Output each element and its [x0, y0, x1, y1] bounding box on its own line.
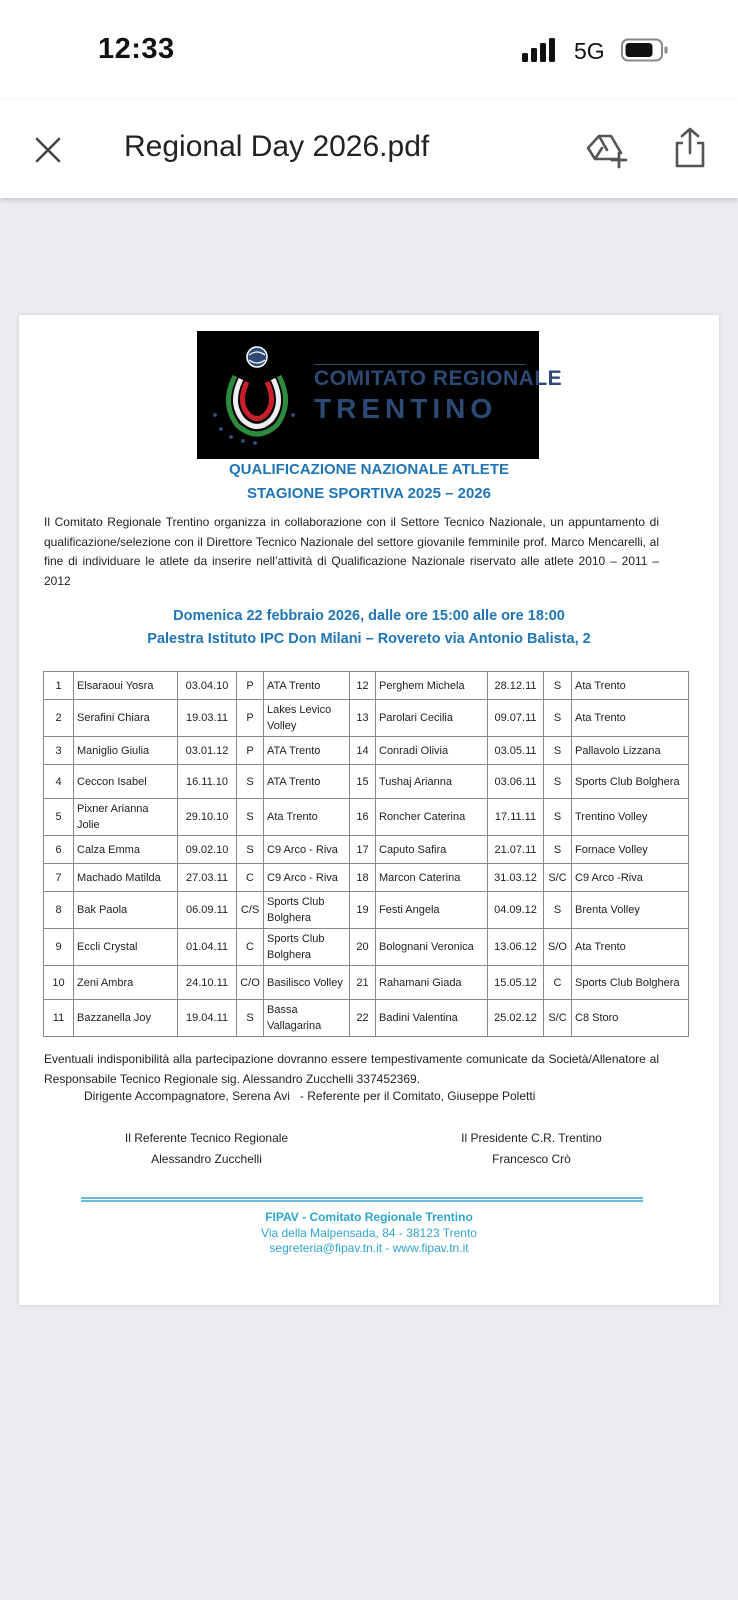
table-row — [44, 737, 689, 765]
battery-icon — [621, 38, 669, 62]
event-venue: Palestra Istituto IPC Don Milani – Rovereto via Antonio Balista, 2 — [147, 631, 591, 647]
signature-technical-role: Il Referente Tecnico Regionale — [124, 1131, 289, 1145]
signature-technical-name: Alessandro Zucchelli — [151, 1152, 262, 1166]
athlete-number: 14 — [350, 737, 376, 765]
athletes-table — [43, 671, 689, 1037]
athlete-birthdate: 03.06.11 — [488, 765, 544, 799]
athlete-number: 16 — [350, 799, 376, 836]
athlete-birthdate: 21.07.11 — [488, 836, 544, 864]
athlete-role: S/C — [544, 864, 572, 892]
athlete-club: C9 Arco - Riva — [264, 864, 350, 892]
athlete-role: C — [237, 864, 264, 892]
athlete-birthdate: 17.11.11 — [488, 799, 544, 836]
athlete-number: 8 — [44, 892, 74, 929]
athlete-number: 4 — [44, 765, 74, 799]
athlete-number: 9 — [44, 929, 74, 966]
athlete-club: Sports Club Bolghera — [572, 765, 689, 799]
athlete-role: S — [544, 892, 572, 929]
athlete-club: ATA Trento — [264, 737, 350, 765]
doc-title: QUALIFICAZIONE NAZIONALE ATLETE — [229, 461, 509, 478]
athlete-number: 15 — [350, 765, 376, 799]
add-to-drive-button[interactable] — [585, 128, 629, 172]
table-row — [44, 765, 689, 799]
athlete-birthdate: 01.04.11 — [178, 929, 237, 966]
table-row — [44, 836, 689, 864]
athlete-role: C — [237, 929, 264, 966]
committee-logo — [197, 331, 563, 459]
athlete-club: Ata Trento — [264, 799, 350, 836]
athlete-name: Pixner Arianna Jolie — [74, 799, 178, 836]
athlete-birthdate: 25.02.12 — [488, 1000, 544, 1037]
athlete-name: Parolari Cecilia — [376, 700, 488, 737]
athlete-name: Conradi Olivia — [376, 737, 488, 765]
athlete-club: Ata Trento — [572, 672, 689, 700]
athlete-birthdate: 29.10.10 — [178, 799, 237, 836]
athlete-role: S — [544, 836, 572, 864]
share-button[interactable] — [670, 126, 710, 170]
intro-paragraph: Il Comitato Regionale Trentino organizza in collaborazione con il Settore Tecnico Nazionale, un appuntamento di qualificazione/selezione con il Direttore Tecnico Nazionale del settore giovanile femminile prof. Marco Mencarelli, al fine di individuare le atlete da inserire nell’attività di Qualificazione Nazionale riservato alle atlete 2010 – 2011 – 2012 — [44, 515, 659, 588]
athlete-birthdate: 03.04.10 — [178, 672, 237, 700]
athlete-role: S — [544, 700, 572, 737]
athlete-club: C8 Storo — [572, 1000, 689, 1037]
athlete-number: 12 — [350, 672, 376, 700]
logo-rule — [314, 364, 526, 365]
availability-note: Eventuali indisponibilità alla partecipazione dovranno essere tempestivamente comunicate da Società/Allenatore al Responsabile Tecnico Regionale sig. Alessandro Zucchelli 337452369. — [44, 1052, 659, 1086]
athlete-name: Ceccon Isabel — [74, 765, 178, 799]
athlete-club: Basilisco Volley — [264, 966, 350, 1000]
table-row — [44, 929, 689, 966]
athlete-club: Bassa Vallagarina — [264, 1000, 350, 1037]
athlete-club: Fornace Volley — [572, 836, 689, 864]
athlete-role: C/O — [237, 966, 264, 1000]
athlete-name: Badini Valentina — [376, 1000, 488, 1037]
doc-season: STAGIONE SPORTIVA 2025 – 2026 — [247, 485, 491, 502]
athlete-number: 17 — [350, 836, 376, 864]
athlete-name: Bolognani Veronica — [376, 929, 488, 966]
athlete-number: 2 — [44, 700, 74, 737]
add-to-drive-icon — [585, 128, 629, 172]
app-bar — [0, 100, 738, 198]
athlete-number: 13 — [350, 700, 376, 737]
close-icon — [34, 136, 62, 164]
share-icon — [670, 126, 710, 170]
athlete-club: ATA Trento — [264, 765, 350, 799]
table-row — [44, 799, 689, 836]
athlete-number: 18 — [350, 864, 376, 892]
pdf-page — [19, 315, 719, 1305]
athlete-birthdate: 19.04.11 — [178, 1000, 237, 1037]
athlete-birthdate: 06.09.11 — [178, 892, 237, 929]
athlete-name: Zeni Ambra — [74, 966, 178, 1000]
network-label: 5G — [574, 38, 605, 64]
event-date: Domenica 22 febbraio 2026, dalle ore 15:00 alle ore 18:00 — [173, 608, 565, 624]
athlete-name: Maniglio Giulia — [74, 737, 178, 765]
athlete-role: S/C — [544, 1000, 572, 1037]
status-time: 12:33 — [98, 33, 175, 65]
logo-text-line2: TRENTINO — [314, 393, 498, 424]
athlete-name: Marcon Caterina — [376, 864, 488, 892]
athlete-name: Machado Matilda — [74, 864, 178, 892]
athlete-role: S/O — [544, 929, 572, 966]
athlete-role: P — [237, 672, 264, 700]
athlete-club: Trentino Volley — [572, 799, 689, 836]
athlete-birthdate: 03.05.11 — [488, 737, 544, 765]
athlete-number: 11 — [44, 1000, 74, 1037]
footer-address: Via della Malpensada, 84 - 38123 Trento — [261, 1226, 477, 1240]
athlete-role: S — [237, 765, 264, 799]
athlete-club: Lakes Levico Volley — [264, 700, 350, 737]
athlete-birthdate: 04.09.12 — [488, 892, 544, 929]
athlete-club: Pallavolo Lizzana — [572, 737, 689, 765]
athlete-birthdate: 09.02.10 — [178, 836, 237, 864]
athlete-club: Ata Trento — [572, 929, 689, 966]
athlete-birthdate: 24.10.11 — [178, 966, 237, 1000]
close-button[interactable] — [28, 130, 68, 170]
signature-president-role: Il Presidente C.R. Trentino — [461, 1131, 602, 1145]
athlete-birthdate: 27.03.11 — [178, 864, 237, 892]
table-row — [44, 672, 689, 700]
athlete-birthdate: 09.07.11 — [488, 700, 544, 737]
athlete-birthdate: 19.03.11 — [178, 700, 237, 737]
athlete-birthdate: 03.01.12 — [178, 737, 237, 765]
athlete-number: 3 — [44, 737, 74, 765]
athlete-name: Perghem Michela — [376, 672, 488, 700]
athlete-club: C9 Arco -Riva — [572, 864, 689, 892]
athlete-name: Bazzanella Joy — [74, 1000, 178, 1037]
athlete-club: Sports Club Bolghera — [572, 966, 689, 1000]
athlete-birthdate: 28.12.11 — [488, 672, 544, 700]
athlete-role: S — [237, 836, 264, 864]
athlete-number: 1 — [44, 672, 74, 700]
athlete-birthdate: 15.05.12 — [488, 966, 544, 1000]
athlete-number: 20 — [350, 929, 376, 966]
athlete-role: S — [544, 765, 572, 799]
athlete-name: Eccli Crystal — [74, 929, 178, 966]
athlete-number: 21 — [350, 966, 376, 1000]
document-title: Regional Day 2026.pdf — [124, 130, 430, 163]
athlete-role: C — [544, 966, 572, 1000]
athlete-birthdate: 31.03.12 — [488, 864, 544, 892]
footer-contacts: segreteria@fipav.tn.it - www.fipav.tn.it — [269, 1241, 469, 1255]
athlete-club: Sports Club Bolghera — [264, 892, 350, 929]
athletes-table-body — [44, 672, 689, 1037]
athlete-role: S — [544, 737, 572, 765]
athlete-name: Calza Emma — [74, 836, 178, 864]
escort-line: Dirigente Accompagnatore, Serena Avi - Referente per il Comitato, Giuseppe Poletti — [84, 1089, 536, 1103]
athlete-club: Ata Trento — [572, 700, 689, 737]
athlete-role: S — [544, 672, 572, 700]
athlete-birthdate: 16.11.10 — [178, 765, 237, 799]
table-row — [44, 1000, 689, 1037]
table-row — [44, 892, 689, 929]
footer-divider — [81, 1197, 643, 1202]
athlete-role: C/S — [237, 892, 264, 929]
athlete-name: Elsaraoui Yosra — [74, 672, 178, 700]
athlete-club: C9 Arco - Riva — [264, 836, 350, 864]
athlete-name: Festi Angela — [376, 892, 488, 929]
athlete-club: Sports Club Bolghera — [264, 929, 350, 966]
table-row — [44, 700, 689, 737]
athlete-number: 6 — [44, 836, 74, 864]
athlete-role: P — [237, 700, 264, 737]
table-row — [44, 864, 689, 892]
athlete-role: S — [237, 799, 264, 836]
athlete-number: 19 — [350, 892, 376, 929]
athlete-name: Bak Paola — [74, 892, 178, 929]
athlete-name: Rahamani Giada — [376, 966, 488, 1000]
signature-president-name: Francesco Crò — [492, 1152, 571, 1166]
logo-text-line1: COMITATO REGIONALE — [314, 367, 563, 390]
athlete-number: 22 — [350, 1000, 376, 1037]
athlete-role: S — [237, 1000, 264, 1037]
athlete-number: 5 — [44, 799, 74, 836]
signal-icon — [522, 38, 558, 62]
table-row — [44, 966, 689, 1000]
signature-technical — [114, 1128, 299, 1170]
athlete-name: Roncher Caterina — [376, 799, 488, 836]
athlete-name: Caputo Safira — [376, 836, 488, 864]
athlete-club: ATA Trento — [264, 672, 350, 700]
athlete-number: 10 — [44, 966, 74, 1000]
footer-org: FIPAV - Comitato Regionale Trentino — [265, 1210, 473, 1224]
athlete-number: 7 — [44, 864, 74, 892]
athlete-role: S — [544, 799, 572, 836]
athlete-birthdate: 13.06.12 — [488, 929, 544, 966]
athlete-role: P — [237, 737, 264, 765]
athlete-name: Tushaj Arianna — [376, 765, 488, 799]
signature-president — [449, 1128, 614, 1170]
athlete-club: Brenta Volley — [572, 892, 689, 929]
status-bar — [0, 0, 738, 100]
athlete-name: Serafini Chiara — [74, 700, 178, 737]
